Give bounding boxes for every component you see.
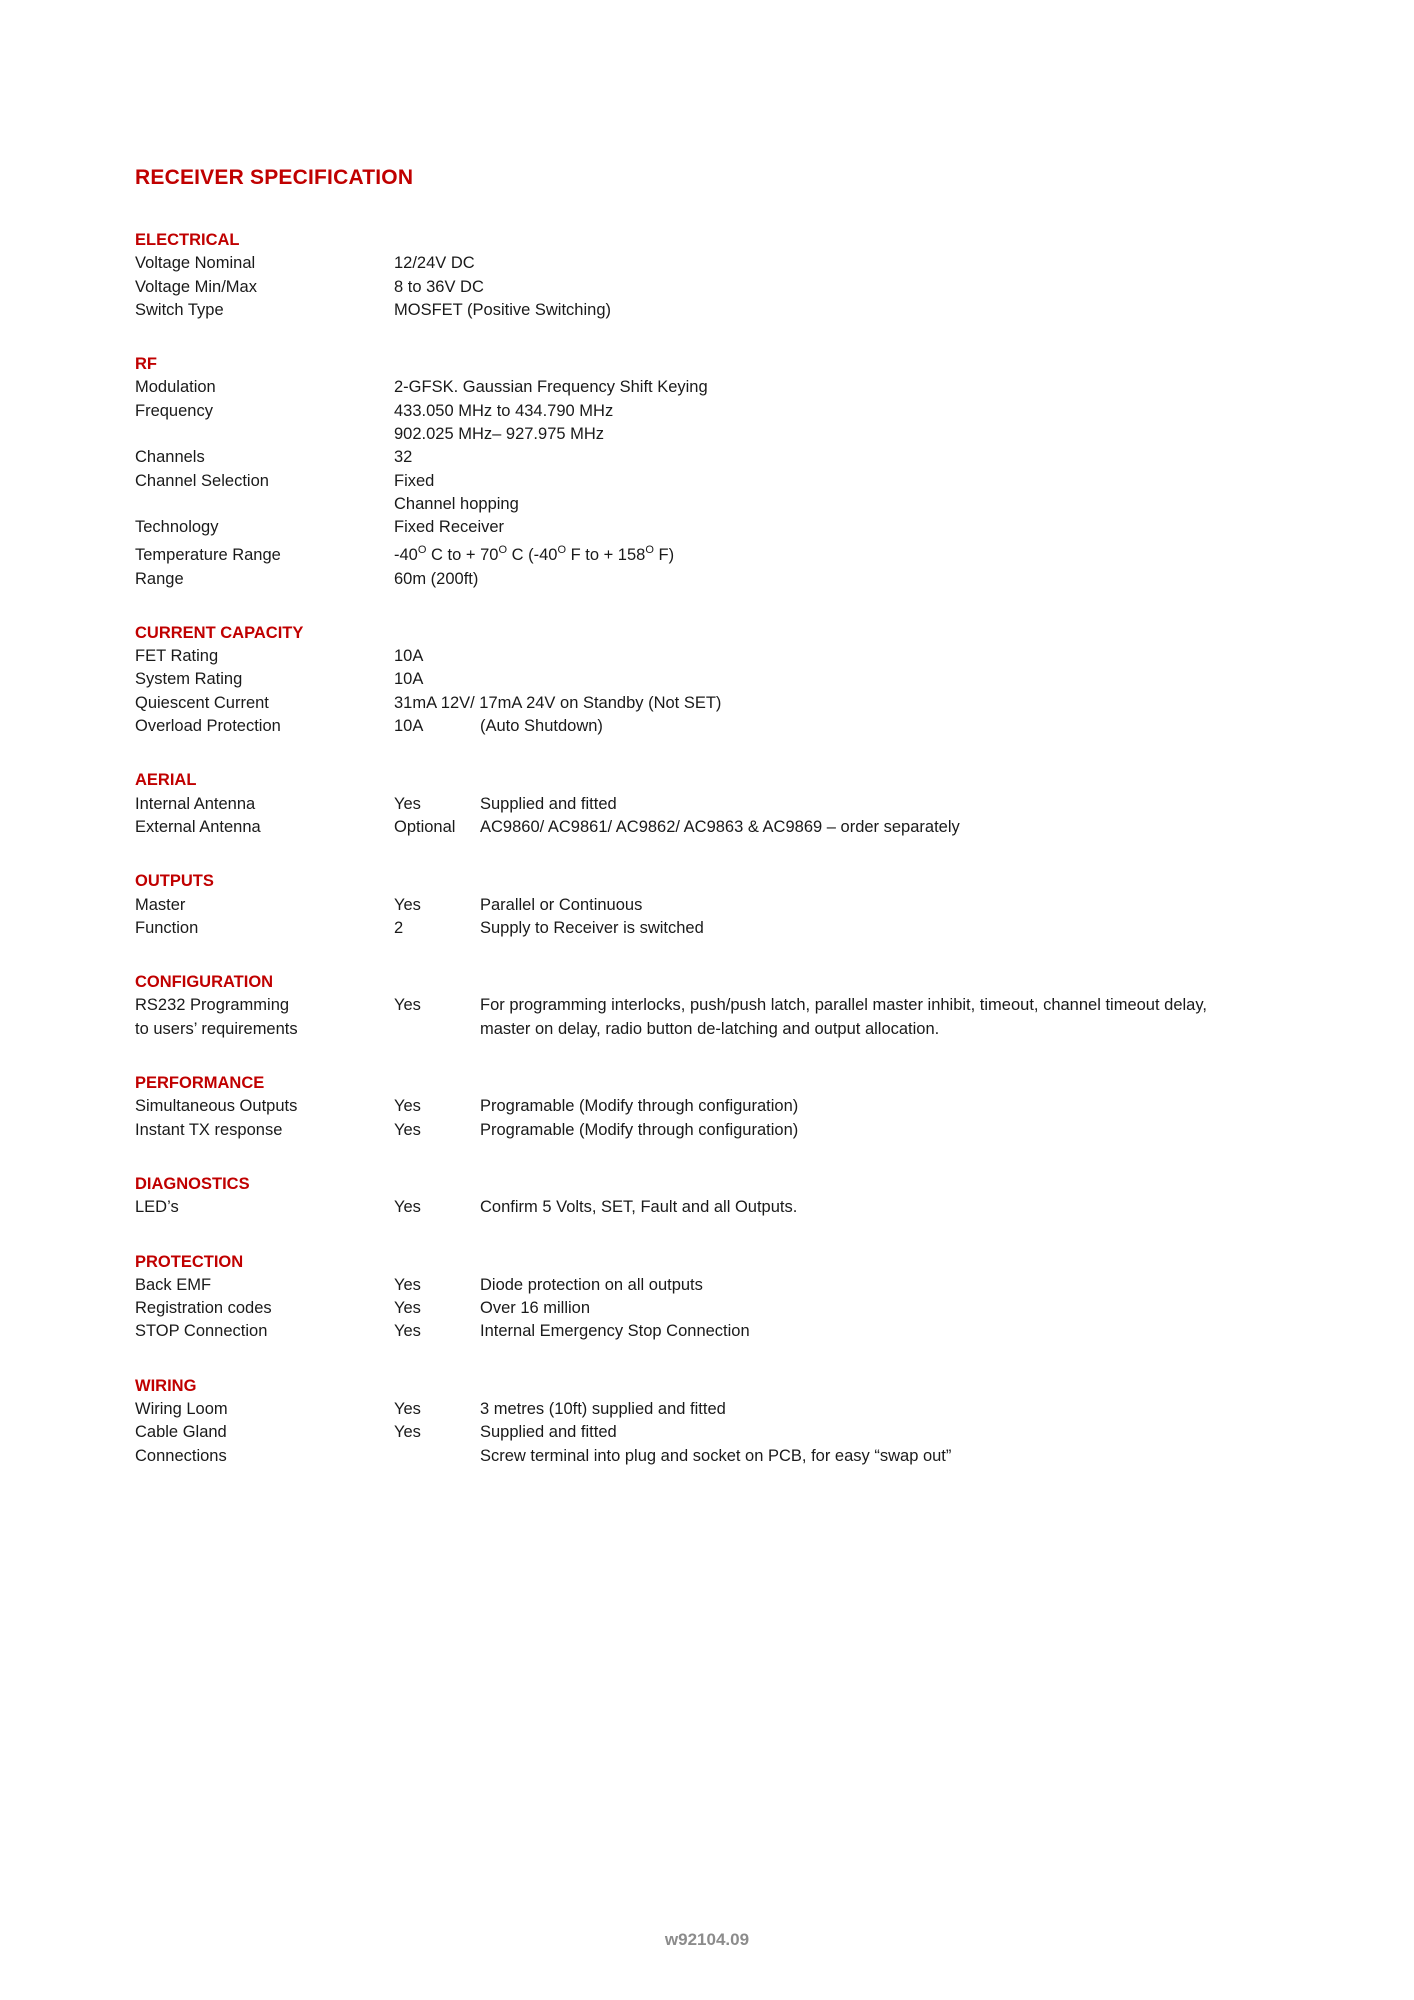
section-heading: OUTPUTS — [135, 872, 214, 891]
section-heading: ELECTRICAL — [135, 231, 240, 249]
section-electrical — [135, 229, 1335, 322]
spec-value: Channel hopping — [394, 494, 519, 513]
spec-label: Master — [135, 895, 186, 914]
spec-label: Cable Gland — [135, 1423, 227, 1442]
section-heading: PROTECTION — [135, 1252, 244, 1271]
section-heading: CONFIGURATION — [135, 973, 274, 992]
section-performance — [135, 1072, 1335, 1142]
spec-value: 10A — [394, 670, 424, 689]
spec-label: Voltage Nominal — [135, 254, 256, 273]
degree-mark: O — [557, 543, 566, 556]
spec-row — [135, 645, 1335, 668]
spec-label: Modulation — [135, 378, 216, 397]
spec-row — [135, 568, 1335, 591]
value-part: C to + 70 — [426, 545, 499, 564]
section-outputs — [135, 870, 1335, 940]
spec-label: Channel Selection — [135, 471, 269, 490]
spec-row — [135, 1320, 1335, 1343]
spec-row — [135, 423, 1335, 446]
spec-value: 31mA 12V/ 17mA 24V on Standby (Not SET) — [394, 693, 722, 712]
spec-row — [135, 252, 1335, 275]
spec-row — [135, 917, 1335, 940]
spec-label: Temperature Range — [135, 545, 281, 564]
document-code: w92104.09 — [664, 1930, 750, 1949]
spec-detail: Confirm 5 Volts, SET, Fault and all Outputs. — [480, 1198, 798, 1217]
spec-row — [135, 376, 1335, 399]
spec-label: Voltage Min/Max — [135, 277, 257, 296]
spec-row — [135, 400, 1335, 423]
spec-label: Internal Antenna — [135, 794, 256, 813]
spec-value: 32 — [394, 448, 413, 467]
section-heading: CURRENT CAPACITY — [135, 623, 304, 642]
value-part: F to + 158 — [566, 545, 646, 564]
spec-row — [135, 1119, 1335, 1142]
section-diagnostics — [135, 1173, 1335, 1220]
degree-mark: O — [417, 543, 427, 556]
spec-value: Fixed — [394, 471, 435, 490]
spec-value: MOSFET (Positive Switching) — [394, 300, 611, 319]
section-heading: AERIAL — [135, 771, 197, 790]
spec-label: Channels — [135, 448, 205, 467]
spec-detail: Internal Emergency Stop Connection — [480, 1322, 750, 1341]
spec-row — [135, 446, 1335, 469]
spec-row — [135, 668, 1335, 691]
spec-detail: AC9860/ AC9861/ AC9862/ AC9863 & AC9869 – order separately — [480, 817, 960, 836]
spec-label: External Antenna — [135, 817, 261, 836]
spec-value: 60m (200ft) — [394, 569, 479, 588]
spec-label: Technology — [135, 518, 219, 537]
spec-value: Yes — [394, 1322, 421, 1341]
spec-row — [135, 516, 1335, 539]
spec-value: 2 — [394, 918, 404, 937]
spec-label: Registration codes — [135, 1299, 272, 1318]
spec-detail: Parallel or Continuous — [480, 895, 643, 914]
spec-detail: (Auto Shutdown) — [480, 717, 603, 736]
spec-value: Yes — [394, 1120, 421, 1139]
spec-detail: 3 metres (10ft) supplied and fitted — [480, 1399, 726, 1418]
spec-detail: Over 16 million — [480, 1299, 591, 1318]
spec-value: Yes — [394, 895, 421, 914]
spec-row — [135, 894, 1335, 917]
section-aerial — [135, 769, 1335, 839]
spec-label: STOP Connection — [135, 1322, 268, 1341]
spec-value: 433.050 MHz to 434.790 MHz — [394, 401, 614, 420]
spec-row — [135, 299, 1335, 322]
spec-row — [135, 715, 1335, 738]
section-heading: DIAGNOSTICS — [135, 1174, 250, 1193]
spec-label: LED’s — [135, 1198, 179, 1217]
spec-detail: For programming interlocks, push/push latch, parallel master inhibit, timeout, channel timeout delay, — [480, 996, 1207, 1015]
spec-label: Quiescent Current — [135, 693, 269, 712]
spec-value: 10A — [394, 647, 424, 666]
spec-label: System Rating — [135, 670, 243, 689]
spec-row — [135, 816, 1335, 839]
spec-label: to users’ requirements — [135, 1019, 298, 1038]
section-configuration — [135, 971, 1335, 1041]
spec-row — [135, 1274, 1335, 1297]
spec-value: Yes — [394, 1423, 421, 1442]
spec-row — [135, 1095, 1335, 1118]
spec-value: Optional — [394, 817, 456, 836]
spec-row — [135, 793, 1335, 816]
spec-label: Instant TX response — [135, 1120, 283, 1139]
spec-label: Wiring Loom — [135, 1399, 228, 1418]
spec-label: Simultaneous Outputs — [135, 1097, 298, 1116]
spec-row — [135, 1297, 1335, 1320]
spec-detail: Diode protection on all outputs — [480, 1275, 703, 1294]
spec-label: Back EMF — [135, 1275, 212, 1294]
spec-value: Yes — [394, 1097, 421, 1116]
value-part: F) — [653, 545, 675, 564]
spec-row — [135, 540, 1335, 568]
spec-label: Overload Protection — [135, 717, 281, 736]
spec-row — [135, 692, 1335, 715]
section-rf — [135, 353, 1335, 591]
spec-label: Switch Type — [135, 300, 224, 319]
spec-label: FET Rating — [135, 647, 219, 666]
spec-value: Fixed Receiver — [394, 518, 505, 537]
spec-detail: Screw terminal into plug and socket on PCB, for easy “swap out” — [480, 1446, 952, 1465]
section-wiring — [135, 1375, 1335, 1468]
spec-detail: Supplied and fitted — [480, 794, 617, 813]
spec-detail: Supplied and fitted — [480, 1423, 617, 1442]
section-heading: WIRING — [135, 1376, 197, 1395]
spec-row — [135, 470, 1335, 493]
spec-value: Yes — [394, 1275, 421, 1294]
spec-table — [135, 229, 1335, 1499]
spec-value: Yes — [394, 794, 421, 813]
degree-mark: O — [645, 543, 654, 556]
spec-value: Yes — [394, 1198, 421, 1217]
degree-mark: O — [498, 543, 507, 556]
spec-row — [135, 1196, 1335, 1219]
spec-row — [135, 1018, 1335, 1041]
section-current-capacity — [135, 622, 1335, 738]
section-heading: RF — [135, 355, 157, 374]
spec-label: Range — [135, 569, 184, 588]
spec-value: Yes — [394, 1399, 421, 1418]
section-protection — [135, 1251, 1335, 1344]
spec-label: Function — [135, 918, 199, 937]
spec-detail: Programable (Modify through configuration) — [480, 1120, 799, 1139]
value-part: C (-40 — [507, 545, 558, 564]
spec-row — [135, 994, 1335, 1017]
spec-value: 12/24V DC — [394, 254, 475, 273]
section-heading: PERFORMANCE — [135, 1074, 265, 1093]
spec-row — [135, 1421, 1335, 1444]
spec-label: Connections — [135, 1446, 227, 1465]
spec-row — [135, 1445, 1335, 1468]
spec-value: 2-GFSK. Gaussian Frequency Shift Keying — [394, 378, 708, 397]
spec-label: Frequency — [135, 401, 213, 420]
spec-value: 10A — [394, 717, 424, 736]
spec-value: 902.025 MHz– 927.975 MHz — [394, 425, 605, 444]
spec-row — [135, 493, 1335, 516]
value-part: -40 — [394, 545, 418, 564]
spec-detail: Supply to Receiver is switched — [480, 918, 704, 937]
spec-value: 8 to 36V DC — [394, 277, 484, 296]
spec-label: RS232 Programming — [135, 996, 290, 1015]
spec-value: Yes — [394, 996, 421, 1015]
spec-detail: Programable (Modify through configuration) — [480, 1097, 799, 1116]
spec-value: Yes — [394, 1299, 421, 1318]
spec-detail: master on delay, radio button de-latching and output allocation. — [480, 1019, 940, 1038]
spec-value — [394, 540, 674, 570]
spec-row — [135, 1398, 1335, 1421]
spec-row — [135, 276, 1335, 299]
page-title: RECEIVER SPECIFICATION — [135, 166, 414, 189]
